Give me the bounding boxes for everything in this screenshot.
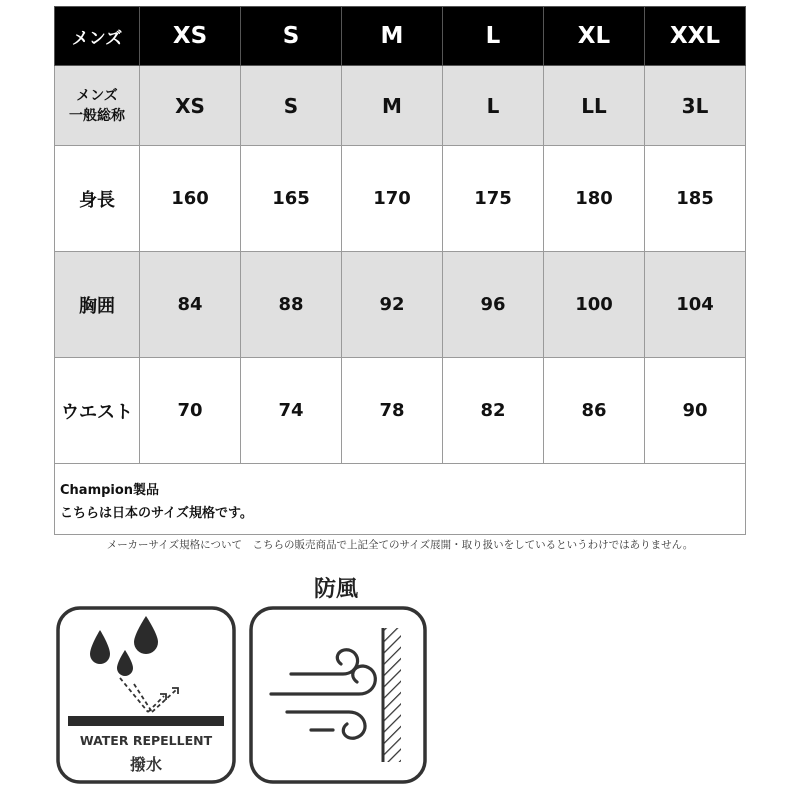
windproof-title: 防風 xyxy=(313,577,358,602)
windproof-icon xyxy=(249,606,427,784)
header-label: メンズ xyxy=(55,7,140,66)
table-row-waist xyxy=(55,358,746,464)
row-label: 胸囲 xyxy=(55,252,140,358)
general-label-line2: 一般総称 xyxy=(69,107,125,124)
water-repellent-label-en: WATER REPELLENT xyxy=(79,733,213,748)
header-size: S xyxy=(241,7,342,66)
table-cell: 78 xyxy=(342,358,443,464)
header-size: M xyxy=(342,7,443,66)
table-cell: 90 xyxy=(645,358,746,464)
general-size: LL xyxy=(544,66,645,146)
header-size: L xyxy=(443,7,544,66)
row-label: ウエスト xyxy=(55,358,140,464)
table-cell: 100 xyxy=(544,252,645,358)
table-cell: 180 xyxy=(544,146,645,252)
general-size: 3L xyxy=(645,66,746,146)
water-repellent-label-jp: 撥水 xyxy=(129,755,162,774)
notes-box xyxy=(54,462,746,535)
footer-note: メーカーサイズ規格について こちらの販売商品で上記全てのサイズ展開・取り扱いをしているというわけではありません。 xyxy=(106,539,694,551)
table-cell: 82 xyxy=(443,358,544,464)
note-brand: Champion製品 xyxy=(60,483,160,498)
row-label: 身長 xyxy=(55,146,140,252)
table-cell: 165 xyxy=(241,146,342,252)
general-size: S xyxy=(241,66,342,146)
table-cell: 74 xyxy=(241,358,342,464)
table-cell: 92 xyxy=(342,252,443,358)
table-row-height xyxy=(55,146,746,252)
table-cell: 170 xyxy=(342,146,443,252)
table-row-chest xyxy=(55,252,746,358)
table-cell: 175 xyxy=(443,146,544,252)
general-size: M xyxy=(342,66,443,146)
general-size-row xyxy=(55,66,746,146)
header-size: XS xyxy=(140,7,241,66)
table-cell: 88 xyxy=(241,252,342,358)
general-size: L xyxy=(443,66,544,146)
header-size: XL xyxy=(544,7,645,66)
table-cell: 96 xyxy=(443,252,544,358)
table-cell: 160 xyxy=(140,146,241,252)
table-cell: 104 xyxy=(645,252,746,358)
table-cell: 70 xyxy=(140,358,241,464)
size-chart-table xyxy=(54,6,746,464)
note-japan-standard: こちらは日本のサイズ規格です。 xyxy=(60,506,253,521)
header-size: XXL xyxy=(645,7,746,66)
table-cell: 185 xyxy=(645,146,746,252)
general-size: XS xyxy=(140,66,241,146)
general-label xyxy=(55,66,140,146)
table-cell: 86 xyxy=(544,358,645,464)
general-label-line1: メンズ xyxy=(76,87,118,104)
table-cell: 84 xyxy=(140,252,241,358)
size-header-row xyxy=(55,7,746,66)
